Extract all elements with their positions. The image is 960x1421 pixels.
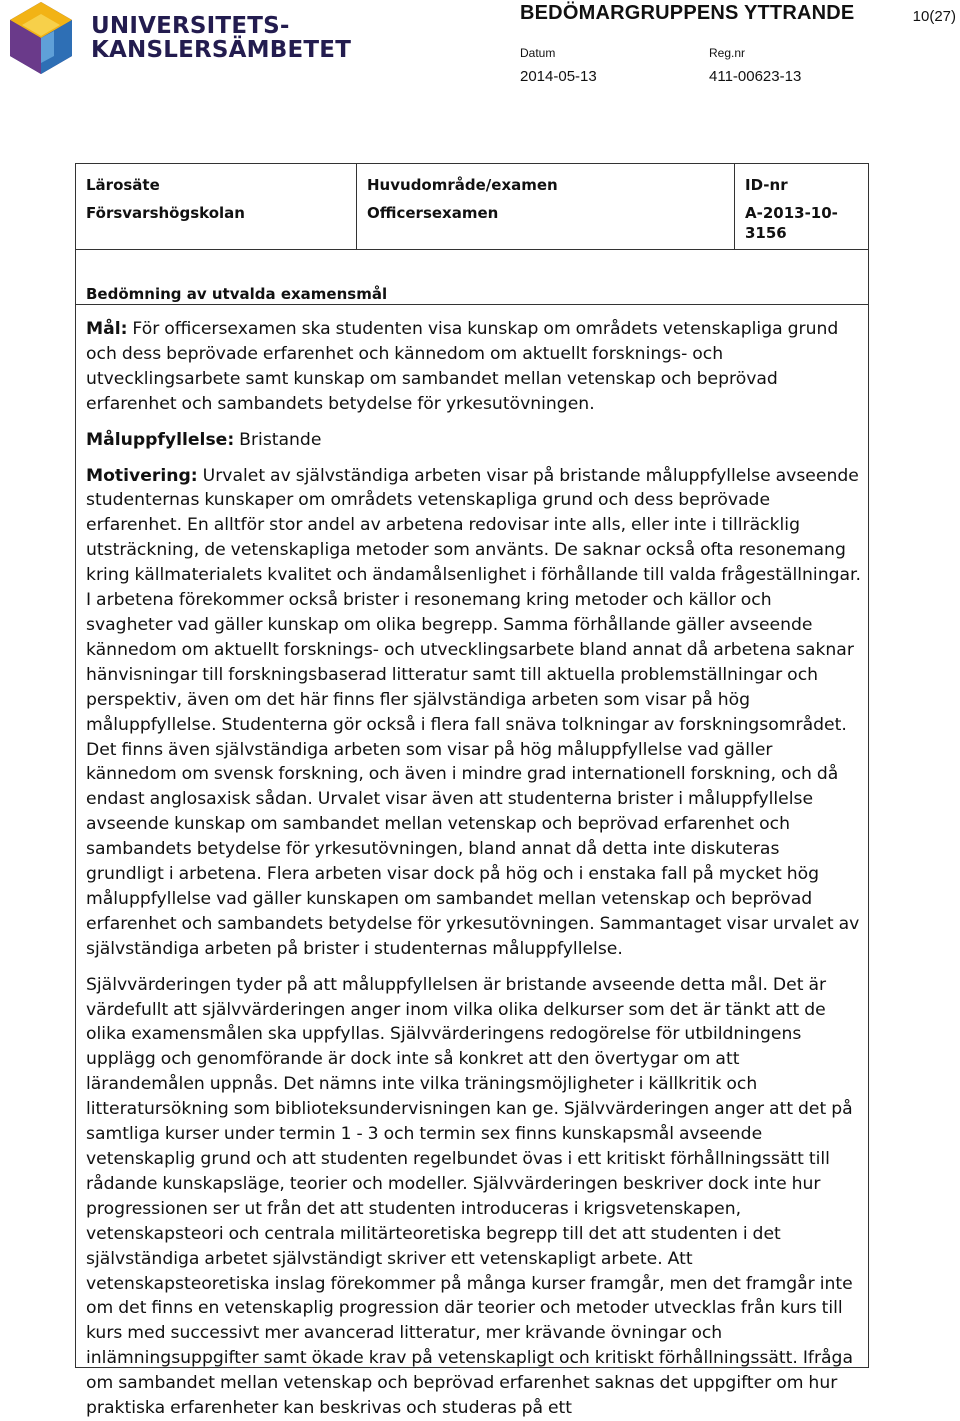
institution-label: Lärosäte bbox=[86, 176, 160, 194]
motivation-label: Motivering: bbox=[86, 465, 198, 486]
regnr-label: Reg.nr bbox=[709, 46, 746, 60]
regnr-value: 411-00623-13 bbox=[709, 68, 802, 85]
logo-text-line1: UNIVERSITETS- bbox=[91, 13, 290, 39]
logo-text-line2: KANSLERSÄMBETET bbox=[91, 37, 352, 63]
assessment-table bbox=[75, 163, 869, 1419]
id-cell bbox=[735, 164, 868, 249]
main-field-value: Officersexamen bbox=[367, 204, 499, 222]
fulfillment-label: Måluppfyllelse: bbox=[86, 429, 235, 450]
main-field-label: Huvudområde/examen bbox=[367, 176, 558, 194]
institution-value: Försvarshögskolan bbox=[86, 204, 245, 222]
main-field-cell bbox=[357, 164, 735, 249]
document-title: BEDÖMARGRUPPENS YTTRANDE bbox=[520, 2, 855, 24]
institution-cell bbox=[76, 164, 357, 249]
id-value bbox=[745, 203, 858, 243]
motivation-text: Urvalet av självständiga arbeten visar på bristande måluppfyllelse avseende studenternas kunskaper om områdets vetenskapliga grund och dess beprövade erfarenhet. En alltför stor andel av arbetena redovisar inte alls, eller inte i tillräcklig utsträckning, de vetenskapliga metoder som använts. De saknar också ofta resonemang kring källmaterialets kvalitet och ändamålsenlighet i förhållande till valda frågeställningar. I arbetena förekommer också brister i resonemang kring metoder och källor och svagheter vad gäller kunskap om olika begrepp. Samma förhållande gäller avseende kännedom om aktuellt forsknings- och utvecklingsarbete bland annat då arbetena saknar hänvisningar till forskningsbaserad litteratur samt till aktuella problemställningar och perspektiv, även om det här finns fler självständiga arbeten som visar på hög måluppfyllelse. Studenterna gör också i flera fall snäva tolkningar av forskningsområdet. Det finns även självständiga arbeten som visar på hög måluppfyllelse vad gäller kännedom om svensk forskning, och även i mindre grad internationell forskning, och då endast anglosaxisk sådan. Urvalet visar även att studenterna brister i måluppfyllelse avseende kunskap om sambandet mellan vetenskap och beprövad erfarenhet och sambandets betydelse för yrkesutövningen, bland annat då detta inte diskuteras grundligt i arbetena. Flera arbeten visar dock på hög och i enstaka fall på mycket hög måluppfyllelse vad gäller kunskapen om sambandet mellan vetenskap och beprövad erfarenhet och sambandets betydelse för yrkesutövningen. Sammantaget visar urvalet av självständiga arbeten på brister i studenternas måluppfyllelse. bbox=[86, 465, 861, 959]
assessment-body bbox=[86, 317, 861, 1421]
section-heading: Bedömning av utvalda examensmål bbox=[86, 285, 388, 303]
section-divider bbox=[76, 304, 868, 305]
motivation-paragraph bbox=[86, 464, 861, 962]
logo-mark-icon bbox=[6, 0, 76, 78]
goal-label: Mål: bbox=[86, 319, 128, 339]
logo bbox=[6, 0, 352, 80]
date-value: 2014-05-13 bbox=[520, 68, 597, 85]
id-label: ID-nr bbox=[745, 176, 788, 194]
table-header-row bbox=[76, 164, 868, 250]
id-value-line2: 3156 bbox=[745, 224, 787, 242]
id-value-line1: A-2013-10- bbox=[745, 204, 838, 222]
logo-text bbox=[91, 14, 351, 62]
fulfillment-value: Bristande bbox=[234, 429, 322, 450]
goal-text: För officersexamen ska studenten visa kunskap om områdets vetenskapliga grund och dess beprövade erfarenhet och kännedom om aktuellt forsknings- och utvecklingsarbete samt kunskap om sambandet mellan vetenskap och beprövad erfarenhet och sambandets betydelse för yrkesutövningen. bbox=[86, 319, 839, 414]
goal-paragraph bbox=[86, 317, 861, 417]
page-number: 10(27) bbox=[912, 8, 956, 25]
date-label: Datum bbox=[520, 46, 556, 60]
fulfillment-paragraph bbox=[86, 428, 861, 453]
self-evaluation-paragraph: Självvärderingen tyder på att måluppfyllelsen är bristande avseende detta mål. Det är värdefullt att självvärderingen anger inom vilka olika delkurser som det är tänkt att de olika examensmålen ska uppfyllas. Självvärderingens redogörelse för utbildningens upplägg och genomförande är dock inte så konkret att den övertygar om att lärandemålen uppnås. Det nämns inte vilka träningsmöjligheter i källkritik och litteratursökning som biblioteksundervisningen kan ge. Självvärderingen anger att det på samtliga kurser under termin 1 - 3 och termin sex finns kunskapsmål avseende vetenskaplig grund och att studenten regelbundet övas i ett kritiskt förhållningssätt till rådande kunskapsläge, teorier och modeller. Självvärderingen beskriver dock inte hur progressionen ser ut från det att studenten introduceras i krigsvetenskapen, vetenskapsteori och centrala militärteoretiska begrepp till det att studenten i det självständiga arbetet självständigt skriver ett vetenskapligt arbete. Att vetenskapsteoretiska inslag förekommer på många kurser framgår, men det framgår inte om det finns en vetenskaplig progression där teorier och metoder utvecklas från kurs till kurs med successivt mer avancerad litteratur, mer krävande övningar och inlämningsuppgifter samt ökade krav på vetenskapligt och kritiskt förhållningssätt. Ifråga om sambandet mellan vetenskap och beprövad erfarenhet saknas det uppgifter om hur praktiska erfarenheter kan beskrivas och studeras på ett bbox=[86, 974, 853, 1419]
